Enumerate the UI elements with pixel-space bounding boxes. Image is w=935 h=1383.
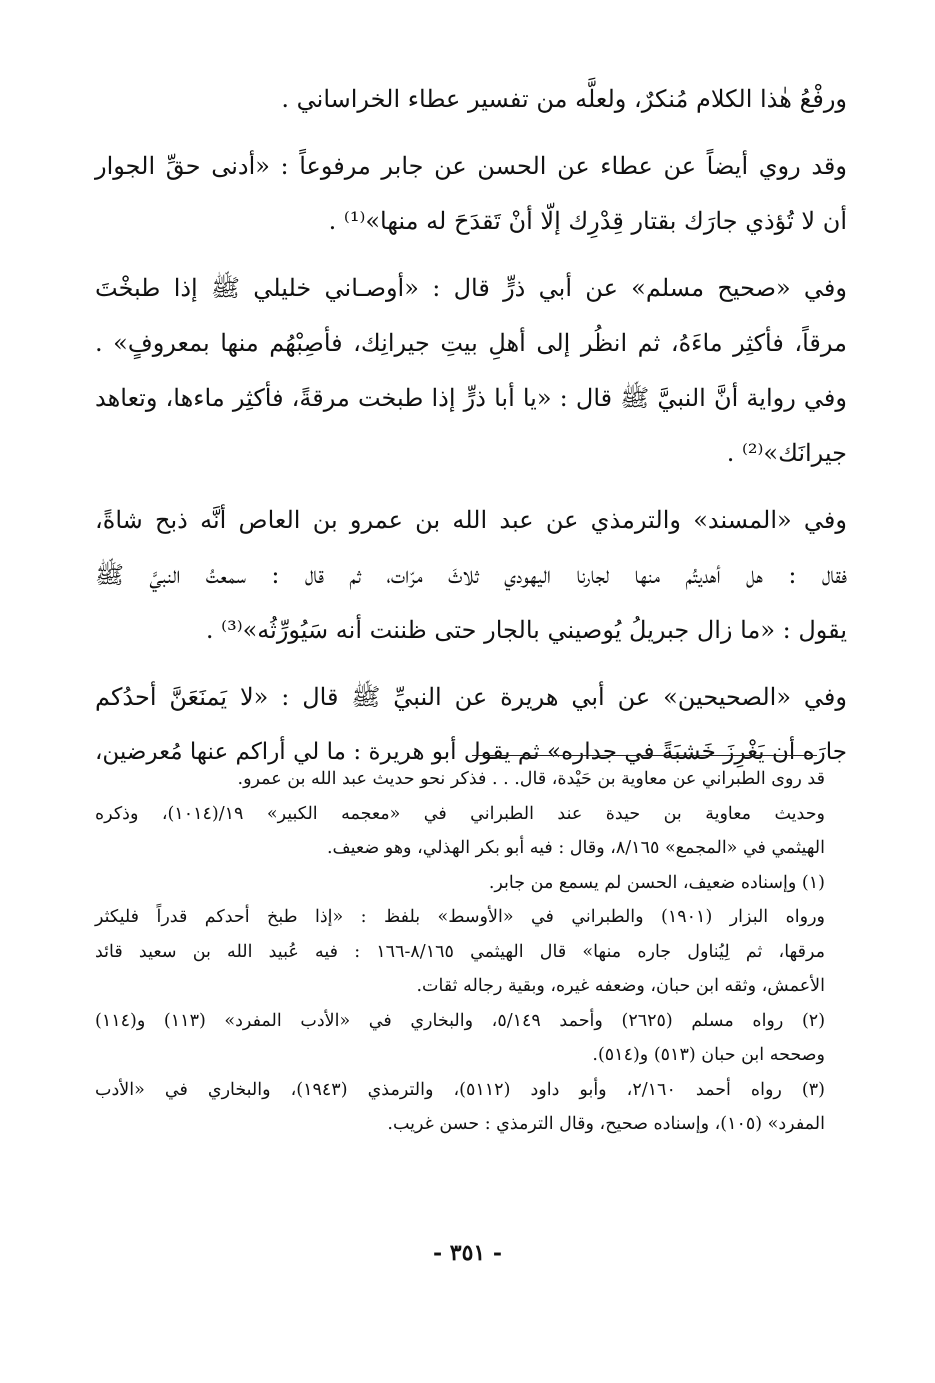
main-line-3: أن لا تُؤذي جارَك بقتار قِدْرِك إلّا أنْ تَقدَحَ له منها»⁽¹⁾ . (328, 207, 847, 235)
main-line-11: وفي «الصحيحين» عن أبي هريرة عن النبيِّ ﷺ قال : «لا يَمنَعَنَّ أحدُكم (95, 683, 847, 711)
main-line-7: جيرانَك»⁽²⁾ . (726, 439, 847, 467)
footnote-divider (472, 755, 817, 756)
footnote-line-1: قد روى الطبراني عن معاوية بن حَيْدة، قال. . . فذكر نحو حديث عبد الله بن عمرو. (237, 769, 825, 789)
main-line-4: وفي «صحيح مسلم» عن أبي ذرٍّ قال : «أوصـاني خليلي ﷺ إذا طبخْتَ (95, 274, 847, 302)
footnote-line-11: المفرد» (١٠٥)، وإسناده صحيح، وقال الترمذي : حسن غريب. (387, 1114, 825, 1134)
main-text (95, 72, 847, 780)
footnote-line-10: (٣) رواه أحمد ٢/١٦٠، وأبو داود (٥١١٢)، والترمذي (١٩٤٣)، والبخاري في «الأدب (95, 1079, 825, 1100)
paragraph-gap (95, 249, 847, 261)
page-number: - ٣٥١ - (432, 1240, 503, 1266)
main-line-2: وقد روي أيضاً عن عطاء عن الحسن عن جابر مرفوعاً : «أدنى حقِّ الجوار (95, 152, 847, 180)
footnote-line-2: وحديث معاوية بن حيدة عند الطبراني في «معجمه الكبير» ١٩/(١٠١٤)، وذكره (95, 803, 825, 824)
main-line-1: ورفْعُ هٰذا الكلام مُنكرٌ، ولعلَّه من تفسير عطاء الخراساني . (281, 85, 847, 113)
main-line-8: وفي «المسند» والترمذي عن عبد الله بن عمرو بن العاص أنَّه ذبح شاةً، (95, 506, 847, 534)
main-line-6: وفي رواية أنَّ النبيَّ ﷺ قال : «يا أبا ذرٍّ إذا طبخت مرقةً، فأكثِر ماءها، وتعاهد (95, 384, 847, 412)
footnote-line-8: (٢) رواه مسلم (٢٦٢٥) وأحمد ٥/١٤٩، والبخاري في «الأدب المفرد» (١١٣) و(١١٤) (95, 1010, 826, 1031)
main-line-5: مرقاً، فأكثِر ماءَهُ، ثم انظُر إلى أهلِ بيتِ جيرانِك، فأصِبْهُم منها بمعروفٍ» . (95, 329, 847, 357)
footnote-line-9: وصححه ابن حبان (٥١٣) و(٥١٤). (592, 1045, 825, 1065)
main-line-10: يقول : «ما زال جبريلُ يُوصيني بالجار حتى ظننت أنه سَيُورِّثُه»⁽³⁾ . (205, 616, 847, 644)
footnotes (95, 762, 825, 1142)
footnote-line-3: الهيثمي في «المجمع» ٨/١٦٥، وقال : فيه أبو بكر الهذلي، وهو ضعيف. (326, 838, 825, 858)
footnote-line-6: مرقها، ثم لِيُناول جاره منها» قال الهيثمي ٨/١٦٥-١٦٦ : فيه عُبيد الله بن سعيد قائد (95, 941, 825, 962)
main-line-9: فقال : هل أهديتُم منها لجارنا اليهودي ثلاثَ مرّات، ثم قال : سمعتُ النبيَّ ﷺ (95, 561, 847, 589)
main-line-12: جارَه أن يَغْرِزَ خَشبَةً في جداره» ثم يقول أبو هريرة : ما لي أراكم عنها مُعرضين، (95, 739, 847, 765)
paragraph-gap (95, 127, 847, 139)
paragraph-gap (95, 658, 847, 670)
footnote-line-5: ورواه البزار (١٩٠١) والطبراني في «الأوسط» بلفظ : «إذا طبخ أحدكم قدراً فليكثر (95, 907, 825, 927)
footnote-line-4: (١) وإسناده ضعيف، الحسن لم يسمع من جابر. (488, 872, 825, 893)
footnote-line-7: الأعمش، وثقه ابن حبان، وضعفه غيره، وبقية رجاله ثقات. (416, 976, 825, 996)
paragraph-gap (95, 481, 847, 493)
